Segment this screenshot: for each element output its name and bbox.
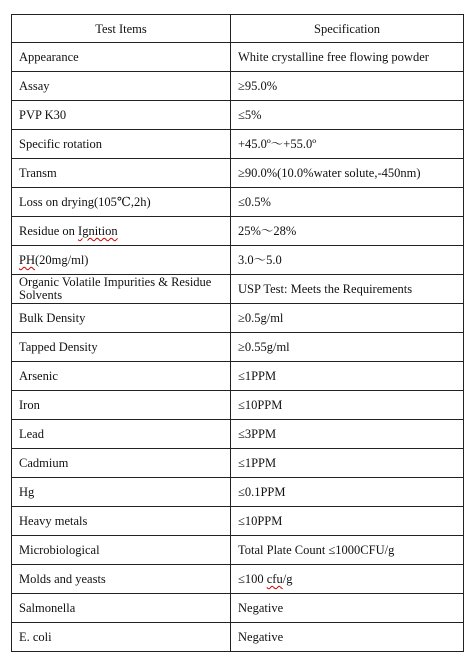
item-text: Residue on (19, 224, 79, 238)
specification-cell: Total Plate Count ≤1000CFU/g (231, 536, 464, 565)
test-item-cell: Appearance (12, 43, 231, 72)
table-row (12, 391, 464, 420)
specification-cell: ≥90.0%(10.0%water solute,-450nm) (231, 159, 464, 188)
specification-cell: +45.0º～+55.0º (231, 130, 464, 159)
test-item-cell: Iron (12, 391, 231, 420)
specification-cell: ≤1PPM (231, 449, 464, 478)
specification-table (11, 14, 464, 652)
test-item-cell: Arsenic (12, 362, 231, 391)
table-row (12, 159, 464, 188)
table-row (12, 246, 464, 275)
specification-cell: ≥0.55g/ml (231, 333, 464, 362)
test-item-cell (12, 217, 231, 246)
item-text: (20mg/ml) (34, 253, 89, 267)
table-row (12, 362, 464, 391)
table-row (12, 72, 464, 101)
specification-cell: ≤10PPM (231, 391, 464, 420)
specification-cell: USP Test: Meets the Requirements (231, 275, 464, 304)
table-row (12, 478, 464, 507)
test-item-cell: Bulk Density (12, 304, 231, 333)
table-row (12, 507, 464, 536)
test-item-cell: Organic Volatile Impurities & Residue Solvents (12, 275, 231, 304)
specification-cell: Negative (231, 594, 464, 623)
test-item-cell: Cadmium (12, 449, 231, 478)
specification-cell: ≥95.0% (231, 72, 464, 101)
table-row (12, 130, 464, 159)
column-header-test-items: Test Items (12, 15, 231, 43)
specification-cell: ≤10PPM (231, 507, 464, 536)
table-row (12, 188, 464, 217)
table-row (12, 420, 464, 449)
test-item-cell: PVP K30 (12, 101, 231, 130)
test-item-cell: Transm (12, 159, 231, 188)
table-row (12, 536, 464, 565)
specification-cell: ≤3PPM (231, 420, 464, 449)
test-item-cell (12, 246, 231, 275)
specification-cell (231, 565, 464, 594)
test-item-cell: Molds and yeasts (12, 565, 231, 594)
test-item-cell: Loss on drying(105℃,2h) (12, 188, 231, 217)
spec-text: ≤100 (238, 572, 267, 586)
table-row (12, 623, 464, 652)
test-item-cell: Specific rotation (12, 130, 231, 159)
spellcheck-marked-text: Ignition (78, 224, 118, 238)
column-header-specification: Specification (231, 15, 464, 43)
table-row (12, 43, 464, 72)
specification-cell: 25%～28% (231, 217, 464, 246)
specification-cell: ≤5% (231, 101, 464, 130)
table-row (12, 333, 464, 362)
test-item-cell: Hg (12, 478, 231, 507)
table-header-row (12, 15, 464, 43)
spellcheck-marked-text: PH (19, 253, 35, 267)
specification-cell: Negative (231, 623, 464, 652)
specification-cell: 3.0～5.0 (231, 246, 464, 275)
test-item-cell: Tapped Density (12, 333, 231, 362)
table-row (12, 101, 464, 130)
test-item-cell: Assay (12, 72, 231, 101)
test-item-cell: Microbiological (12, 536, 231, 565)
test-item-cell: Salmonella (12, 594, 231, 623)
test-item-cell: Lead (12, 420, 231, 449)
test-item-cell: E. coli (12, 623, 231, 652)
specification-cell: ≥0.5g/ml (231, 304, 464, 333)
table-row (12, 565, 464, 594)
test-item-cell: Heavy metals (12, 507, 231, 536)
spellcheck-marked-text: cfu (266, 572, 283, 586)
spec-text: /g (282, 572, 293, 586)
specification-cell: ≤0.5% (231, 188, 464, 217)
specification-cell: ≤1PPM (231, 362, 464, 391)
specification-cell: ≤0.1PPM (231, 478, 464, 507)
specification-cell: White crystalline free flowing powder (231, 43, 464, 72)
table-row (12, 449, 464, 478)
table-row (12, 217, 464, 246)
table-row (12, 275, 464, 304)
table-row (12, 304, 464, 333)
table-row (12, 594, 464, 623)
